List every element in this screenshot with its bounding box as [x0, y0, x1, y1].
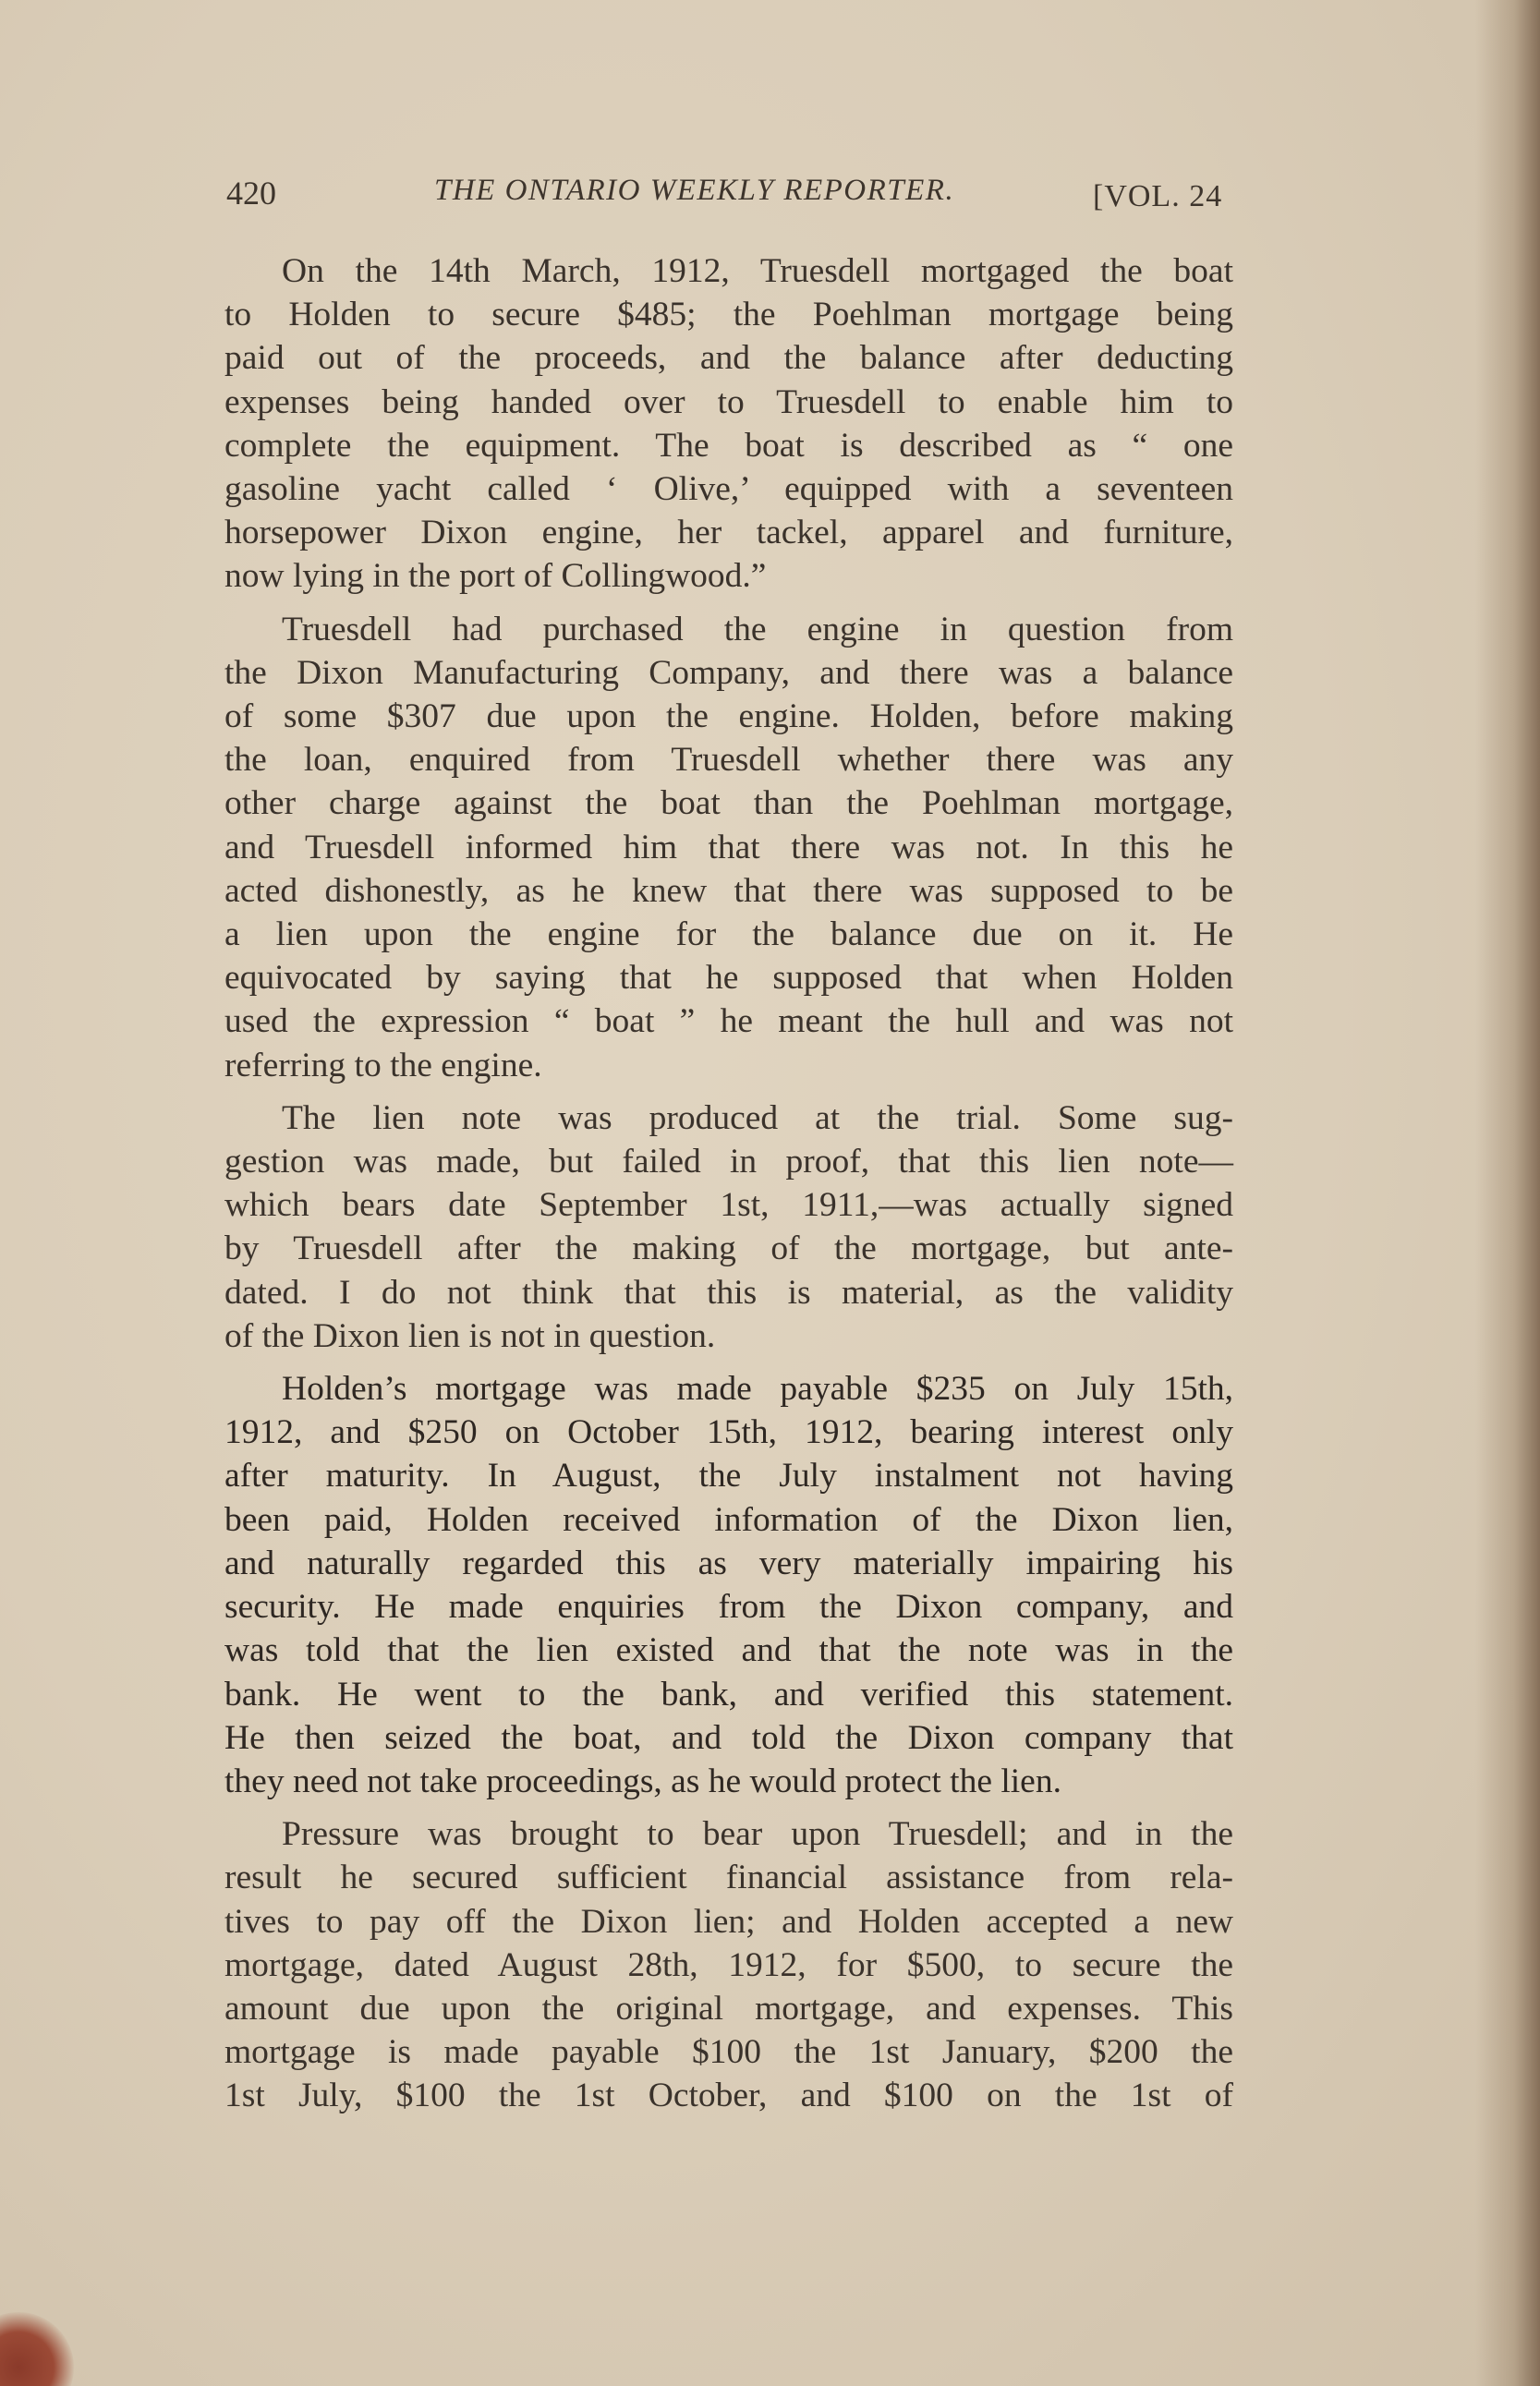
- text-line: equivocated by saying that he supposed that when Holden: [224, 959, 1233, 998]
- text-line: the loan, enquired from Truesdell whether there was any: [224, 741, 1233, 780]
- text-line: Truesdell had purchased the engine in question from: [282, 610, 1233, 648]
- body-text: [224, 249, 1233, 2127]
- text-line: and naturally regarded this as very materially impairing his: [224, 1544, 1233, 1582]
- text-line: dated. I do not think that this is material, as the validity: [224, 1273, 1233, 1312]
- text-line: On the 14th March, 1912, Truesdell mortgaged the boat: [282, 252, 1233, 290]
- text-line: mortgage is made payable $100 the 1st January, $200 the: [224, 2033, 1233, 2072]
- paragraph-2: [224, 608, 1233, 1087]
- volume-label: [VOL. 24: [1093, 179, 1223, 213]
- text-line: and Truesdell informed him that there was not. In this he: [224, 828, 1233, 866]
- text-line: was told that the lien existed and that the note was in the: [224, 1631, 1233, 1670]
- text-line: horsepower Dixon engine, her tackel, apparel and furniture,: [224, 514, 1233, 552]
- paragraph-5: [224, 1812, 1233, 2117]
- text-line: acted dishonestly, as he knew that there was supposed to be: [224, 871, 1233, 910]
- text-line: expenses being handed over to Truesdell to enable him to: [224, 382, 1233, 421]
- corner-stain: [0, 2312, 74, 2386]
- text-line: security. He made enquiries from the Dixon company, and: [224, 1588, 1233, 1627]
- text-line: 1912, and $250 on October 15th, 1912, bearing interest only: [224, 1413, 1233, 1452]
- text-line: bank. He went to the bank, and verified this statement.: [224, 1675, 1233, 1714]
- text-line: mortgage, dated August 28th, 1912, for $500, to secure the: [224, 1945, 1233, 1984]
- text-line: used the expression “ boat ” he meant the hull and was not: [224, 1002, 1233, 1041]
- text-line: referring to the engine.: [224, 1046, 542, 1084]
- paragraph-3: [224, 1096, 1233, 1358]
- text-line: of the Dixon lien is not in question.: [224, 1316, 716, 1355]
- text-line: by Truesdell after the making of the mortgage, but ante-: [224, 1229, 1233, 1268]
- text-line: the Dixon Manufacturing Company, and there was a balance: [224, 653, 1233, 692]
- text-line: a lien upon the engine for the balance due on it. He: [224, 915, 1233, 954]
- text-line: gestion was made, but failed in proof, that this lien note—: [224, 1143, 1233, 1181]
- text-line: of some $307 due upon the engine. Holden, before making: [224, 697, 1233, 736]
- text-line: which bears date September 1st, 1911,—was actually signed: [224, 1186, 1233, 1225]
- text-line: paid out of the proceeds, and the balance after deducting: [224, 339, 1233, 378]
- text-line: gasoline yacht called ‘ Olive,’ equipped with a seventeen: [224, 470, 1233, 509]
- text-line: Pressure was brought to bear upon Truesdell; and in the: [282, 1815, 1233, 1854]
- text-line: now lying in the port of Collingwood.”: [224, 557, 767, 596]
- running-title: THE ONTARIO WEEKLY REPORTER.: [434, 174, 955, 207]
- paragraph-4: [224, 1367, 1233, 1803]
- text-line: 1st July, $100 the 1st October, and $100 on the 1st of: [224, 2077, 1233, 2115]
- text-line: complete the equipment. The boat is described as “ one: [224, 426, 1233, 465]
- text-line: after maturity. In August, the July instalment not having: [224, 1457, 1233, 1496]
- page-header: [226, 174, 1233, 220]
- text-line: tives to pay off the Dixon lien; and Holden accepted a new: [224, 1902, 1233, 1941]
- text-line: amount due upon the original mortgage, and expenses. This: [224, 1989, 1233, 2028]
- page-number: 420: [226, 175, 276, 212]
- text-line: Holden’s mortgage was made payable $235 on July 15th,: [282, 1370, 1233, 1409]
- text-line: been paid, Holden received information of the Dixon lien,: [224, 1500, 1233, 1539]
- page-edge-shadow: [1475, 0, 1540, 2386]
- text-line: other charge against the boat than the Poehlman mortgage,: [224, 784, 1233, 823]
- paragraph-1: [224, 249, 1233, 599]
- text-line: He then seized the boat, and told the Dixon company that: [224, 1718, 1233, 1757]
- text-line: to Holden to secure $485; the Poehlman mortgage being: [224, 296, 1233, 334]
- text-line: The lien note was produced at the trial. Some sug-: [282, 1098, 1233, 1137]
- text-line: result he secured sufficient financial assistance from rela-: [224, 1859, 1233, 1897]
- text-line: they need not take proceedings, as he would protect the lien.: [224, 1762, 1061, 1800]
